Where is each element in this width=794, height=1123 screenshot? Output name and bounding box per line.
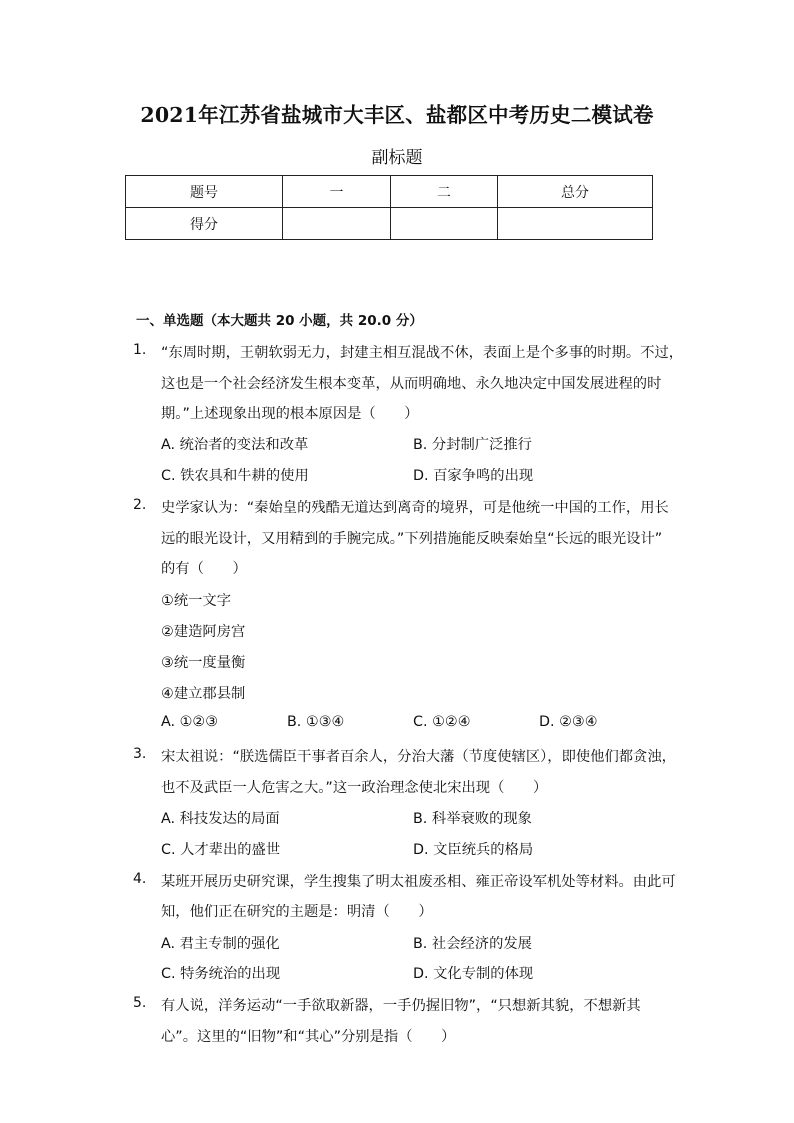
question-text-line: 远的眼光设计，又用精到的手腕完成。”下列措施能反映秦始皇“长远的眼光设计” xyxy=(161,531,663,547)
answer-option[interactable]: D. 文臣统兵的格局 xyxy=(413,842,534,858)
score-cell: 题号 xyxy=(126,176,283,208)
question-text-line: 有人说，洋务运动“一手欲取新器，一手仍握旧物”，“只想新其貌，不想新其 xyxy=(161,998,641,1014)
question-number: 1. xyxy=(133,342,147,358)
question-text-line: 宋太祖说：“朕选儒臣干事者百余人，分治大藩（节度使辖区），即使他们都贪浊， xyxy=(161,749,676,765)
question-text-line: ②建造阿房宫 xyxy=(161,624,246,640)
section-heading: 一、单选题（本大题共 20 小题，共 20.0 分） xyxy=(136,313,423,329)
question-number: 5. xyxy=(133,995,147,1011)
exam-subtitle: 副标题 xyxy=(371,148,423,168)
question-text-line: ①统一文字 xyxy=(161,593,232,609)
answer-option[interactable]: B. 科举衰败的现象 xyxy=(413,811,532,827)
answer-option[interactable]: A. 统治者的变法和改革 xyxy=(161,437,309,453)
question-number: 4. xyxy=(133,871,147,887)
question-text-line: 的有（ ） xyxy=(161,561,247,577)
answer-option[interactable]: D. 百家争鸣的出现 xyxy=(413,468,534,484)
score-table-score-row xyxy=(126,208,653,240)
answer-option[interactable]: D. ②③④ xyxy=(539,714,598,730)
question-text-line: 史学家认为：“秦始皇的残酷无道达到离奇的境界，可是他统一中国的工作，用长 xyxy=(161,500,669,516)
score-cell: 总分 xyxy=(498,176,653,208)
answer-option[interactable]: C. ①②④ xyxy=(413,714,471,730)
answer-option[interactable]: C. 特务统治的出现 xyxy=(161,966,281,982)
question-text-line: 知，他们正在研究的主题是：明清（ ） xyxy=(161,904,433,920)
score-table-header-row xyxy=(126,176,653,208)
answer-option[interactable]: B. ①③④ xyxy=(287,714,345,730)
answer-option[interactable]: C. 人才辈出的盛世 xyxy=(161,842,281,858)
question-number: 3. xyxy=(133,746,147,762)
question-text-line: 也不及武臣一人危害之大。”这一政治理念使北宋出现（ ） xyxy=(161,780,548,796)
question-text-line: ③统一度量衡 xyxy=(161,655,246,671)
question-text-line: ④建立郡县制 xyxy=(161,686,246,702)
answer-option[interactable]: B. 社会经济的发展 xyxy=(413,936,532,952)
question-text-line: “东周时期，王朝软弱无力，封建主相互混战不休，表面上是个多事的时期。不过， xyxy=(161,345,684,361)
answer-option[interactable]: D. 文化专制的体现 xyxy=(413,966,534,982)
score-cell xyxy=(391,208,498,240)
score-cell xyxy=(283,208,391,240)
answer-option[interactable]: C. 铁农具和牛耕的使用 xyxy=(161,468,309,484)
question-number: 2. xyxy=(133,497,147,513)
score-table xyxy=(125,175,653,240)
score-cell: 二 xyxy=(391,176,498,208)
score-cell xyxy=(498,208,653,240)
question-text-line: 心”。这里的“旧物”和“其心”分别是指（ ） xyxy=(161,1029,456,1045)
exam-title: 2021年江苏省盐城市大丰区、盐都区中考历史二模试卷 xyxy=(140,103,654,127)
answer-option[interactable]: A. ①②③ xyxy=(161,714,219,730)
answer-option[interactable]: A. 科技发达的局面 xyxy=(161,811,280,827)
answer-option[interactable]: B. 分封制广泛推行 xyxy=(413,437,532,453)
question-text-line: 期。”上述现象出现的根本原因是（ ） xyxy=(161,406,419,422)
score-cell: 得分 xyxy=(126,208,283,240)
answer-option[interactable]: A. 君主专制的强化 xyxy=(161,936,280,952)
question-text-line: 这也是一个社会经济发生根本变革，从而明确地、永久地决定中国发展进程的时 xyxy=(161,376,662,392)
question-text-line: 某班开展历史研究课，学生搜集了明太祖废丞相、雍正帝设军机处等材料。由此可 xyxy=(161,874,676,890)
score-cell: 一 xyxy=(283,176,391,208)
